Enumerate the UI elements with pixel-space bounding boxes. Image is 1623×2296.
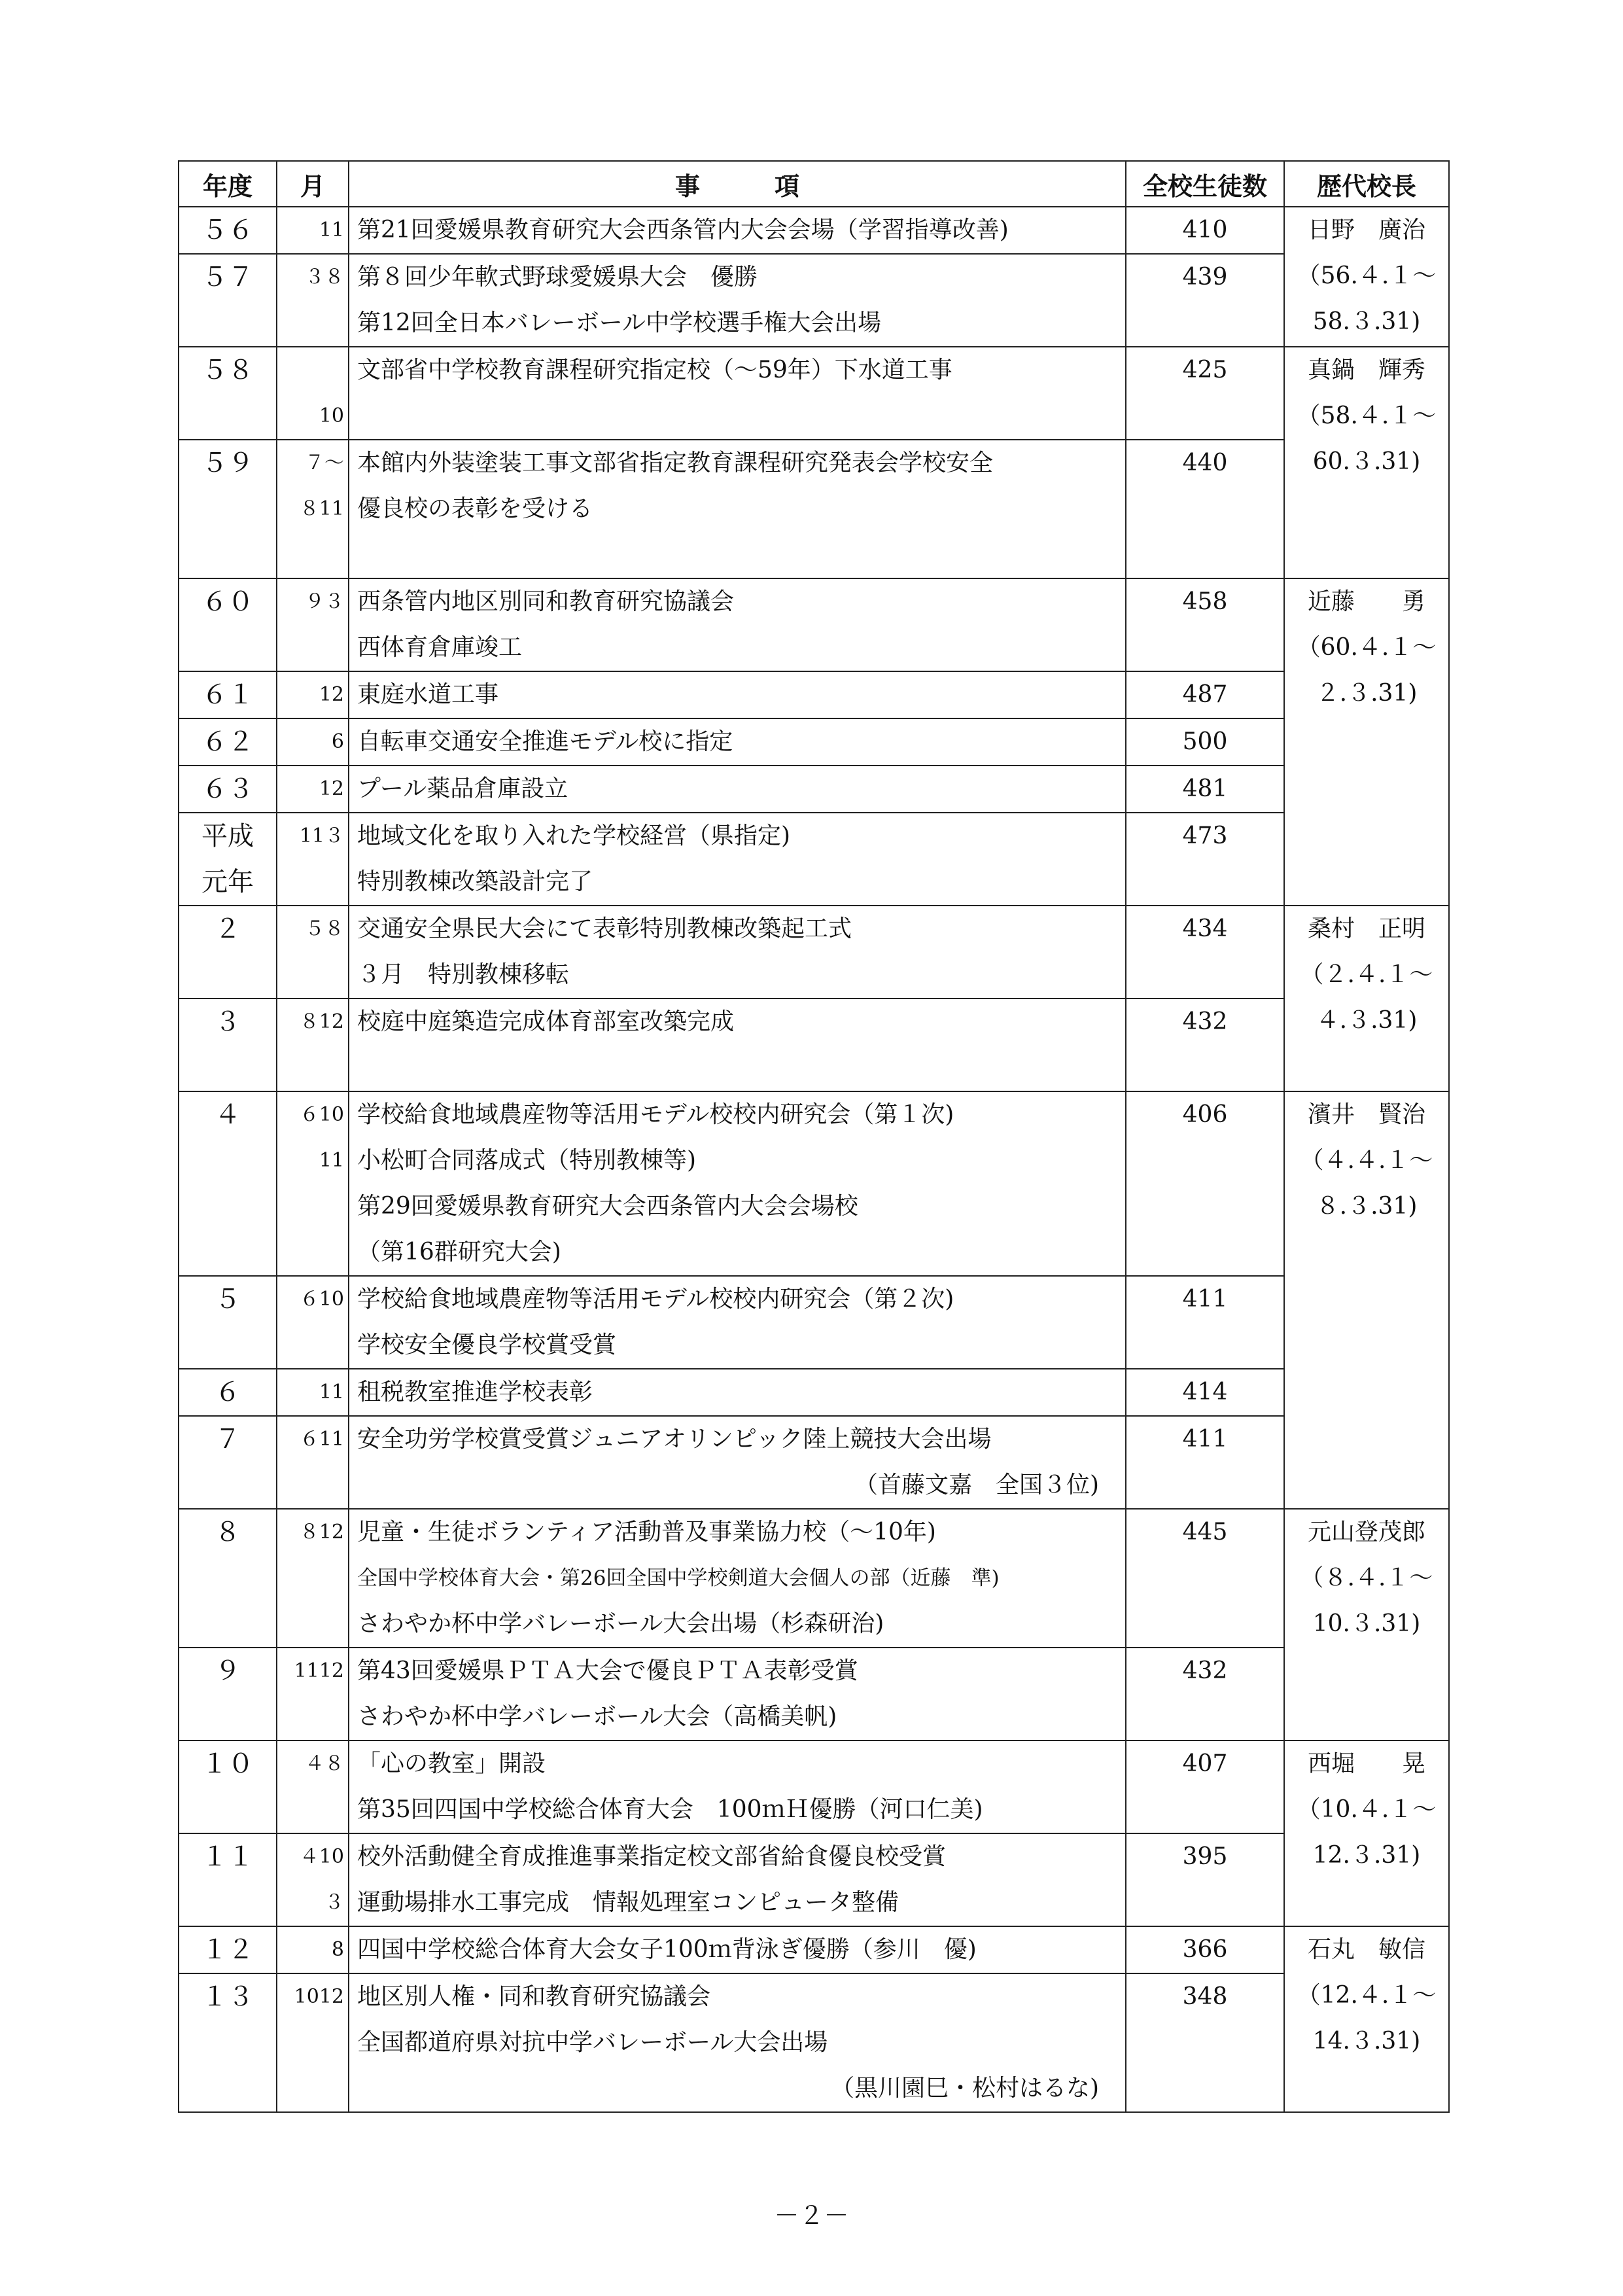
student-count: 425 [1126,347,1284,440]
year-cell [179,254,277,347]
event-text: 優良校の表彰を受ける [357,495,593,522]
year-cell [179,347,277,440]
header-item: 事 項 [349,161,1126,207]
year-line: 元年 [201,867,254,897]
month-value: ６10 [299,1103,344,1126]
student-count: 395 [1126,1833,1284,1926]
year-cell [179,1973,277,2112]
year-cell [179,207,277,254]
year-cell [179,1416,277,1509]
principal-term: 10.３.31) [1312,1610,1421,1637]
table-row [179,1509,1449,1648]
month-cell [277,1926,349,1973]
month-value: 6 [331,730,344,753]
event-text: さわやか杯中学バレーボール大会出場（杉森研治) [357,1610,884,1637]
event-text: 租税教室推進学校表彰 [357,1379,593,1405]
event-text: 「心の教室」開設 [357,1750,546,1777]
month-value [277,347,344,393]
principal-cell [1284,906,1449,1091]
principal-name: 桑村 正明 [1307,915,1425,942]
principal-term: （10.４.１～ [1297,1796,1437,1823]
student-count: 411 [1126,1276,1284,1369]
month-value: 1112 [294,1659,344,1682]
year-cell [179,440,277,578]
month-value: 11３ [299,824,344,847]
year-cell [179,1926,277,1973]
event-text: 東庭水道工事 [357,681,499,708]
table-row [179,1740,1449,1833]
month-cell [277,906,349,998]
month-cell [277,1740,349,1833]
event-text: 安全功労学校賞受賞ジュニアオリンピック陸上競技大会出場 [357,1426,992,1453]
year-cell [179,766,277,813]
event-text: 第35回四国中学校総合体育大会 100ｍＨ優勝（河口仁美) [357,1796,983,1823]
event-cell [349,1369,1126,1416]
year-label: ５ [215,1284,241,1315]
principal-term: 60.３.31) [1312,448,1421,475]
student-count: 439 [1126,254,1284,347]
header-row [179,161,1449,207]
event-cell [349,1648,1126,1740]
principal-name: 西堀 晃 [1307,1750,1425,1777]
principal-term: （60.４.１～ [1297,634,1437,661]
student-count: 445 [1126,1509,1284,1648]
month-value: ８12 [299,1521,344,1544]
month-value: 1012 [294,1985,344,2008]
header-principal: 歴代校長 [1284,161,1449,207]
student-count: 473 [1126,813,1284,906]
year-cell [179,1276,277,1369]
student-count: 440 [1126,440,1284,578]
year-label: １２ [201,1935,254,1965]
year-label: １３ [201,1982,254,2012]
event-text: 本館内外装塗装工事文部省指定教育課程研究発表会学校安全 [357,450,994,476]
month-value: ９３ [305,590,344,613]
table-row [179,766,1449,813]
event-text: 地域文化を取り入れた学校経営（県指定) [357,822,791,849]
principal-name: 日野 廣治 [1307,217,1425,243]
year-cell [179,671,277,718]
month-value: 10 [319,404,344,427]
event-cell [349,440,1126,578]
event-cell [349,671,1126,718]
principal-term: （58.４.１～ [1297,402,1437,429]
table-row [179,347,1449,440]
event-text: 四国中学校総合体育大会女子100ｍ背泳ぎ優勝（参川 優) [357,1936,977,1963]
principal-term: （２.４.１～ [1300,961,1433,988]
year-cell [179,813,277,906]
month-cell [277,671,349,718]
student-count: 407 [1126,1740,1284,1833]
student-count: 406 [1126,1091,1284,1276]
month-cell [277,1416,349,1509]
year-line: 平成 [201,821,254,851]
event-cell [349,1833,1126,1926]
year-label: ４ [215,1100,241,1130]
month-cell [277,1648,349,1740]
event-text: プール薬品倉庫設立 [357,775,568,802]
student-count: 348 [1126,1973,1284,2112]
table-row [179,998,1449,1091]
event-text: 地区別人権・同和教育研究協議会 [357,1983,711,2010]
year-cell [179,998,277,1091]
header-year: 年度 [179,161,277,207]
table-row [179,1369,1449,1416]
year-cell [179,1648,277,1740]
student-count: 487 [1126,671,1284,718]
event-cell [349,1740,1126,1833]
event-cell [349,254,1126,347]
student-count: 432 [1126,1648,1284,1740]
year-label: ２ [215,914,241,944]
event-cell [349,1509,1126,1648]
table-row [179,1926,1449,1973]
month-value: ６10 [299,1288,344,1311]
table-row [179,906,1449,998]
principal-term: （56.４.１～ [1297,262,1437,289]
student-count: 500 [1126,718,1284,766]
student-count: 411 [1126,1416,1284,1509]
year-label: １１ [201,1842,254,1872]
event-text: 第43回愛媛県ＰＴＡ大会で優良ＰＴＡ表彰受賞 [357,1657,858,1684]
month-cell [277,440,349,578]
month-value: ７～ [305,451,344,474]
month-value: 8 [331,1938,344,1961]
event-text: 交通安全県民大会にて表彰特別教棟改築起工式 [357,915,852,942]
table-row [179,813,1449,906]
event-cell [349,718,1126,766]
student-count: 434 [1126,906,1284,998]
table-row [179,1276,1449,1369]
event-cell [349,1416,1126,1509]
month-value: ８11 [299,497,344,520]
student-count: 414 [1126,1369,1284,1416]
event-cell [349,1973,1126,2112]
year-label: ６ [215,1377,241,1407]
principal-cell [1284,1926,1449,2112]
year-cell [179,1369,277,1416]
month-value: ３ [324,1891,344,1914]
month-value: 12 [319,683,344,706]
event-text: 文部省中学校教育課程研究指定校（～59年）下水道工事 [357,357,952,383]
year-label: ６３ [201,774,254,804]
month-cell [277,718,349,766]
month-cell [277,578,349,671]
table-row [179,1648,1449,1740]
principal-term: 58.３.31) [1312,308,1421,335]
table-row [179,671,1449,718]
year-label: ５８ [201,355,254,385]
month-value: 11 [319,1149,344,1172]
event-text: （第16群研究大会) [357,1239,561,1265]
year-label: ５６ [201,215,254,245]
table-row [179,578,1449,671]
month-cell [277,1091,349,1276]
event-text: 児童・生徒ボランティア活動普及事業協力校（～10年) [357,1519,936,1545]
year-label: ５９ [201,448,254,478]
event-cell [349,998,1126,1091]
principal-cell [1284,347,1449,578]
month-value: ５８ [305,917,344,940]
event-text: 運動場排水工事完成 情報処理室コンピュータ整備 [357,1889,899,1916]
month-cell [277,1276,349,1369]
history-table [178,160,1450,2113]
table-row [179,254,1449,347]
table-row [179,1973,1449,2112]
principal-cell [1284,578,1449,906]
event-text: 自転車交通安全推進モデル校に指定 [357,728,733,755]
month-value: 12 [319,777,344,800]
event-text: 特別教棟改築設計完了 [357,868,593,895]
principal-term: （12.４.１～ [1297,1982,1437,2009]
month-cell [277,1833,349,1926]
blank-line [357,532,1125,578]
month-value: ３８ [305,266,344,289]
year-label: ３ [215,1007,241,1037]
event-text: 学校給食地域農産物等活用モデル校校内研究会（第２次) [357,1286,954,1313]
student-count: 366 [1126,1926,1284,1973]
month-value: ８12 [299,1010,344,1033]
event-text: 第29回愛媛県教育研究大会西条管内大会会場校 [357,1193,858,1220]
student-count: 481 [1126,766,1284,813]
event-cell [349,578,1126,671]
event-text: 校外活動健全育成推進事業指定校文部省給食優良校受賞 [357,1843,947,1870]
year-cell [179,906,277,998]
principal-term: 14.３.31) [1312,2028,1421,2055]
history-table-container [178,160,1448,2113]
principal-cell [1284,1509,1449,1740]
table-row [179,1416,1449,1509]
header-count: 全校生徒数 [1126,161,1284,207]
event-cell [349,906,1126,998]
principal-name: 元山登茂郎 [1307,1519,1425,1545]
year-label: １０ [201,1749,254,1779]
event-text: 学校安全優良学校賞受賞 [357,1332,617,1358]
month-cell [277,813,349,906]
event-text: （首藤文嘉 全国３位) [854,1472,1099,1498]
month-value: 11 [319,1381,344,1404]
event-text: 第12回全日本バレーボール中学校選手権大会出場 [357,309,882,336]
month-cell [277,254,349,347]
principal-name: 石丸 敏信 [1307,1936,1425,1963]
student-count: 458 [1126,578,1284,671]
event-text: 校庭中庭築造完成体育部室改築完成 [357,1008,735,1035]
student-count: 432 [1126,998,1284,1091]
event-cell [349,347,1126,440]
year-cell [179,1740,277,1833]
month-value: ４10 [299,1845,344,1868]
event-text: 小松町合同落成式（特別教棟等) [357,1147,697,1174]
principal-term: 12.３.31) [1312,1842,1421,1869]
year-label: ６０ [201,587,254,617]
month-cell [277,207,349,254]
table-row [179,207,1449,254]
month-cell [277,1369,349,1416]
table-row [179,1091,1449,1276]
event-cell [349,766,1126,813]
month-cell [277,1973,349,2112]
principal-name: 近藤 勇 [1307,588,1425,615]
principal-name: 真鍋 輝秀 [1307,357,1425,383]
event-text: 第８回少年軟式野球愛媛県大会 優勝 [357,264,758,291]
history-table-body [179,207,1449,2112]
table-row [179,718,1449,766]
event-cell [349,1276,1126,1369]
principal-cell [1284,207,1449,347]
principal-term: （４.４.１～ [1300,1147,1433,1174]
month-cell [277,998,349,1091]
principal-cell [1284,1740,1449,1926]
month-value: 11 [319,219,344,241]
page-number: －２－ [774,2201,849,2230]
event-text: 第21回愛媛県教育研究大会西条管内大会会場（学習指導改善) [357,217,1009,243]
principal-term: （８.４.１～ [1300,1564,1433,1591]
month-value: ４８ [305,1752,344,1775]
year-cell [179,1091,277,1276]
year-cell [179,578,277,671]
event-cell [349,813,1126,906]
year-label: ６１ [201,680,254,710]
principal-term: ８.３.31) [1316,1193,1418,1220]
year-label: ５７ [201,262,254,292]
principal-name: 濱井 賢治 [1307,1101,1425,1128]
year-label: ７ [215,1424,241,1455]
event-text: （黒川園巳・松村はるな) [830,2075,1099,2102]
event-text: 全国中学校体育大会・第26回全国中学校剣道大会個人の部（近藤 準) [357,1566,1000,1590]
year-cell [179,1833,277,1926]
month-value: ６11 [299,1428,344,1451]
header-month: 月 [277,161,349,207]
year-cell [179,1509,277,1648]
event-text: さわやか杯中学バレーボール大会（高橋美帆) [357,1703,837,1730]
month-cell [277,1509,349,1648]
event-text: 西体育倉庫竣工 [357,634,523,661]
event-text: 西条管内地区別同和教育研究協議会 [357,588,735,615]
month-cell [277,766,349,813]
year-cell [179,718,277,766]
principal-term: ４.３.31) [1316,1007,1418,1034]
principal-cell [1284,1091,1449,1509]
student-count: 410 [1126,207,1284,254]
blank-line [357,1045,1125,1091]
year-label: ９ [215,1656,241,1686]
event-text: 全国都道府県対抗中学バレーボール大会出場 [357,2029,828,2056]
principal-term: ２.３.31) [1316,680,1418,707]
table-row [179,1833,1449,1926]
year-label: ６２ [201,727,254,757]
event-cell [349,207,1126,254]
event-cell [349,1091,1126,1276]
event-cell [349,1926,1126,1973]
table-row [179,440,1449,578]
year-label: ８ [215,1517,241,1547]
month-cell [277,347,349,440]
event-text: 学校給食地域農産物等活用モデル校校内研究会（第１次) [357,1101,954,1128]
event-text: ３月 特別教棟移転 [357,961,570,988]
